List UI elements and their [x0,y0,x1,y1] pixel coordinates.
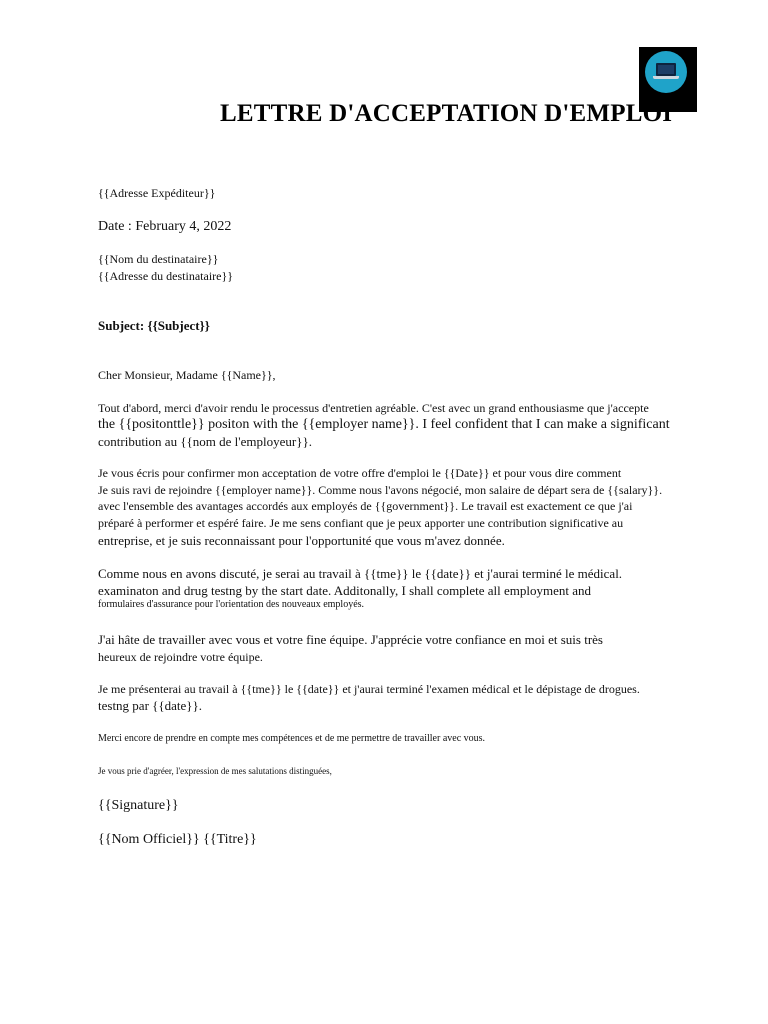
logo-circle [645,51,687,93]
paragraph-3-line-1: Comme nous en avons discuté, je serai au travail à {{tme}} le {{date}} et j'aurai terminé le médical. [98,566,623,581]
paragraph-5-line-1: Je me présenterai au travail à {{tme}} le {{date}} et j'aurai terminé l'examen médical et le dépistage de drogues. [98,682,640,696]
closing-line: Je vous prie d'agréer, l'expression de mes salutations distinguées, [98,766,332,776]
subject-line: Subject: {{Subject}} [98,318,210,333]
paragraph-1-line-2: the {{positonttle}} positon with the {{employer name}}. I feel confident that I can make a significant [98,417,670,432]
paragraph-2-line-4: préparé à performer et espéré faire. Je me sens confiant que je peux apporter une contribution significative au [98,516,624,530]
paragraph-2-line-2: Je suis ravi de rejoindre {{employer name}}. Comme nous l'avons négocié, mon salaire de départ sera de {{salary}}. [98,483,663,497]
paragraph-2-line-3: avec l'ensemble des avantages accordés aux employés de {{government}}. Le travail est exactement ce que j'ai [98,499,633,513]
sender-address: {{Adresse Expéditeur}} [98,186,216,200]
paragraph-4-line-2: heureux de rejoindre votre équipe. [98,650,263,664]
date-line: Date : February 4, 2022 [98,219,232,234]
paragraph-4-line-1: J'ai hâte de travailler avec vous et votre fine équipe. J'apprécie votre confiance en moi et suis très [98,632,603,647]
paragraph-1-line-3: contribution au {{nom de l'employeur}}. [98,434,312,449]
laptop-icon [656,63,676,76]
signature-placeholder: {{Signature}} [98,798,179,813]
laptop-base-icon [653,76,679,79]
paragraph-6: Merci encore de prendre en compte mes compétences et de me permettre de travailler avec vous. [98,733,486,744]
official-name-title: {{Nom Officiel}} {{Titre}} [98,832,257,847]
recipient-name: {{Nom du destinataire}} [98,252,219,266]
salutation: Cher Monsieur, Madame {{Name}}, [98,368,276,382]
recipient-address: {{Adresse du destinataire}} [98,269,233,283]
letter-title: LETTRE D'ACCEPTATION D'EMPLOI [220,100,673,127]
paragraph-2-line-5: entreprise, et je suis reconnaissant pour l'opportunité que vous m'avez donnée. [98,533,505,548]
paragraph-5-line-2: testng par {{date}}. [98,698,203,713]
paragraph-3-line-2: examinaton and drug testng by the start date. Additonally, I shall complete all employment and [98,583,592,598]
paragraph-1-line-1: Tout d'abord, merci d'avoir rendu le processus d'entretien agréable. C'est avec un grand enthousiasme que j'accepte [98,401,649,415]
paragraph-3-line-3: formulaires d'assurance pour l'orientation des nouveaux employés. [98,599,365,610]
paragraph-2-line-1: Je vous écris pour confirmer mon acceptation de votre offre d'emploi le {{Date}} et pour vous dire comment [98,466,622,480]
